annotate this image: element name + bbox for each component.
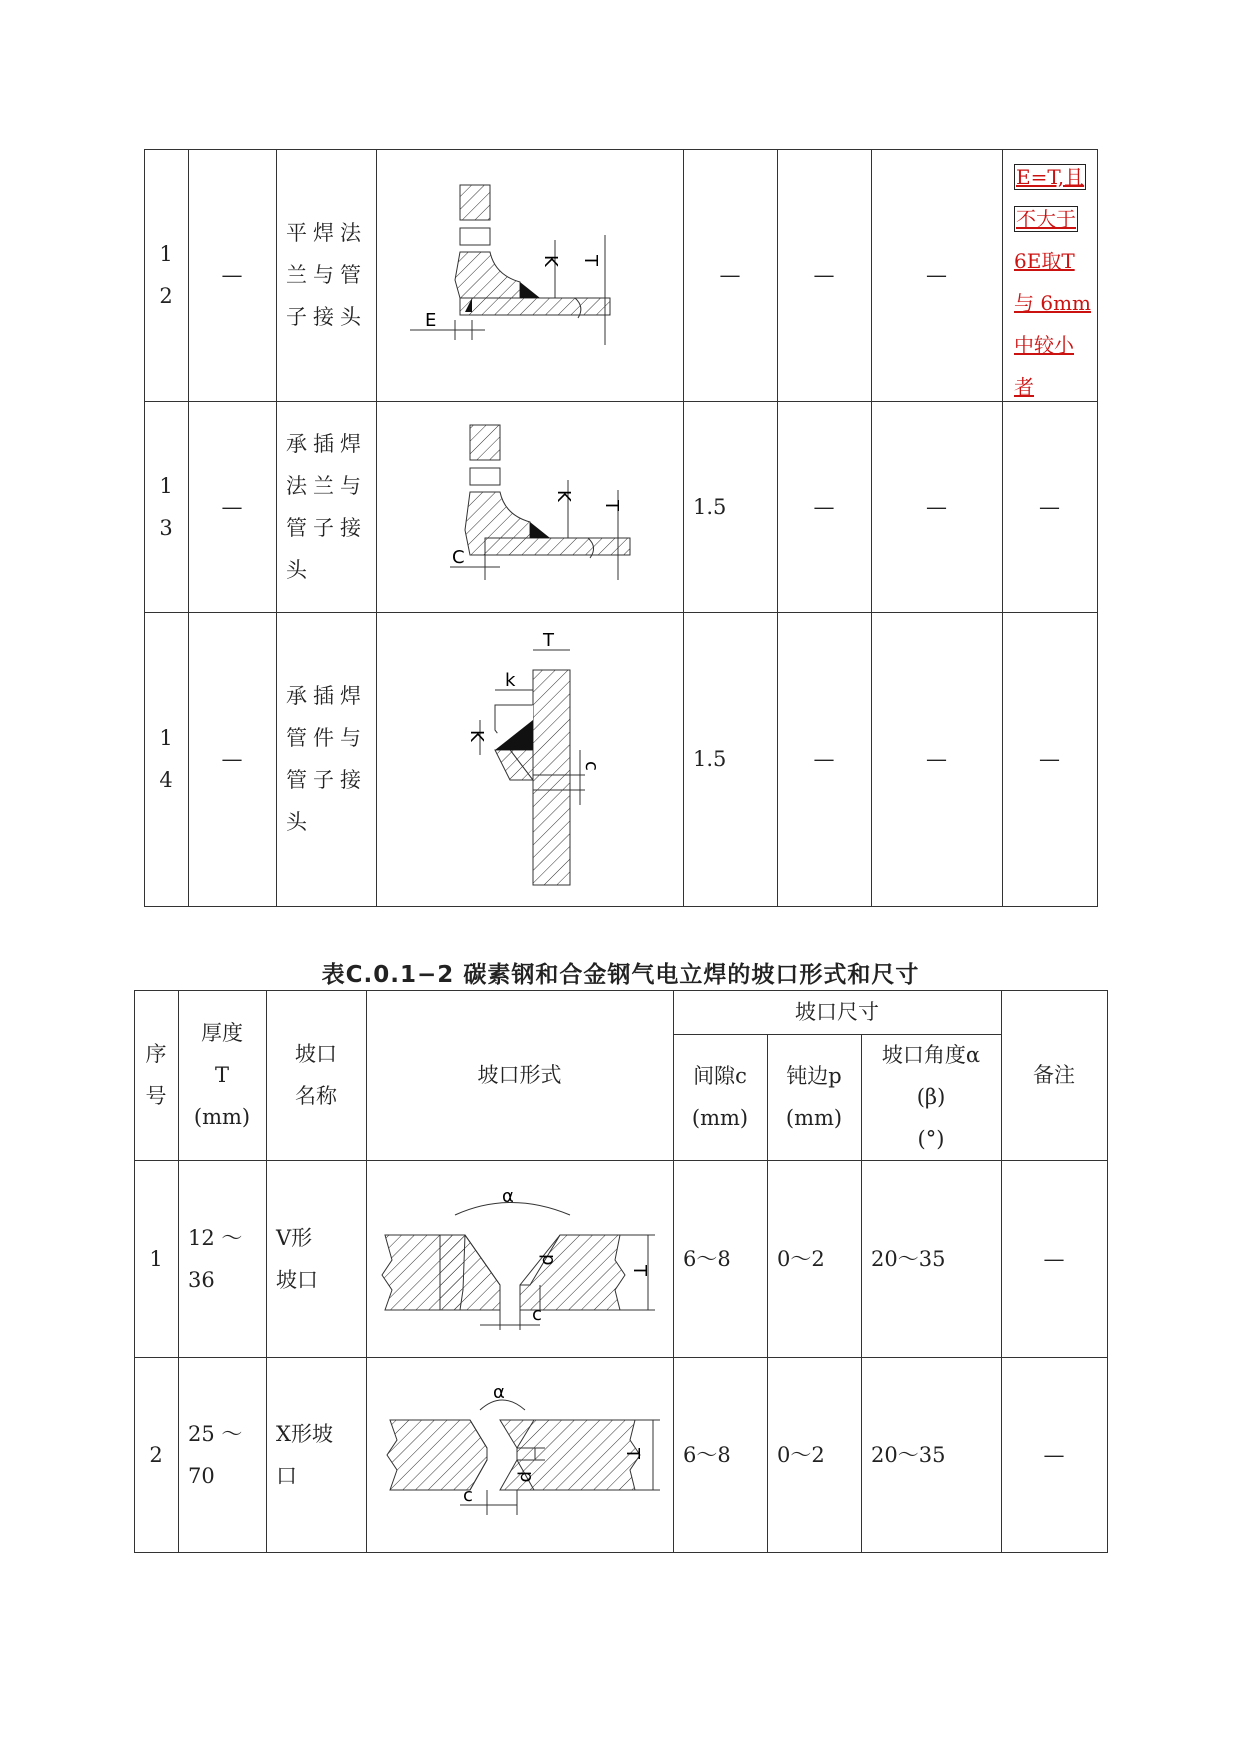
seq-digit: 4	[159, 768, 173, 792]
header-line: 序	[145, 1042, 167, 1066]
note-line: 6E取T	[1014, 249, 1075, 273]
header-seq	[134, 990, 178, 1160]
seq-digit: 3	[159, 515, 173, 540]
name-line: V形	[276, 1225, 313, 1250]
dimension-label: T	[601, 500, 622, 511]
dimension-label: K	[540, 255, 561, 267]
name-line: 口	[276, 1463, 297, 1488]
name-line: 头	[286, 557, 313, 582]
x-groove-figure	[385, 1380, 665, 1530]
header-line: 间隙c	[693, 1064, 747, 1088]
dimension-label: T	[629, 1265, 650, 1276]
name-cell	[276, 401, 376, 612]
note-cell: —	[1039, 494, 1060, 519]
gap-cell: 6～8	[683, 1246, 731, 1271]
name-cell	[266, 1160, 366, 1357]
dimension-label: c	[463, 1485, 473, 1506]
dimension-label: E	[425, 310, 437, 331]
blunt-cell: —	[813, 263, 835, 287]
header-line: (β)	[916, 1085, 946, 1109]
header-line: (mm)	[691, 1106, 749, 1130]
seq-digit: 1	[159, 473, 173, 498]
gap-cell: 1.5	[693, 494, 727, 519]
dimension-label: k	[505, 670, 516, 691]
name-line: 法兰与	[286, 473, 367, 498]
dimension-label: α	[493, 1382, 505, 1403]
header-size: 坡口尺寸	[795, 1000, 879, 1024]
header-blunt	[767, 1034, 861, 1160]
note-line: E=T,且	[1016, 165, 1085, 189]
seq-digit: 2	[159, 284, 173, 308]
name-line: 承插焊	[286, 431, 367, 456]
dimension-label: p	[516, 1471, 537, 1483]
name-cell	[276, 612, 376, 906]
dimension-label: p	[538, 1254, 559, 1266]
thickness-cell: —	[221, 263, 243, 287]
seq-cell: 2	[149, 1442, 163, 1467]
header-line: T	[214, 1063, 229, 1087]
name-line: 头	[286, 810, 313, 834]
seq-cell	[144, 612, 188, 906]
angle-cell: 20～35	[871, 1442, 946, 1467]
dimension-label: K	[553, 490, 574, 502]
gap-cell: 1.5	[693, 747, 727, 771]
name-cell	[266, 1357, 366, 1552]
note-line: 者	[1014, 375, 1034, 399]
name-line: 承插焊	[286, 684, 367, 708]
seq-cell	[144, 401, 188, 612]
socket-weld-flange-figure	[440, 420, 670, 600]
header-gap	[673, 1034, 767, 1160]
header-line: (°)	[917, 1127, 945, 1151]
header-form: 坡口形式	[477, 1063, 562, 1087]
thickness-line: 12 ～	[188, 1225, 243, 1250]
name-line: 管子接	[286, 515, 367, 540]
header-line: 名称	[295, 1084, 337, 1108]
note-cell: —	[1039, 747, 1060, 771]
socket-weld-fitting-figure	[455, 630, 655, 890]
thickness-line: 70	[188, 1463, 215, 1488]
note-cell: —	[1043, 1442, 1065, 1467]
thickness-cell	[178, 1357, 266, 1552]
header-line: 号	[145, 1084, 167, 1108]
name-line: 兰与管	[286, 263, 367, 287]
note-line: 不大于	[1016, 207, 1076, 231]
name-line: 管件与	[286, 726, 367, 750]
angle-cell: —	[926, 747, 947, 771]
header-angle	[861, 1034, 1001, 1160]
angle-cell: 20～35	[871, 1246, 946, 1271]
thickness-line: 36	[188, 1267, 215, 1292]
v-groove-figure	[380, 1180, 670, 1340]
header-name	[266, 990, 366, 1160]
name-line: 子接头	[286, 305, 367, 329]
angle-cell: —	[926, 263, 947, 287]
dimension-label: α	[502, 1186, 514, 1207]
header-thickness	[178, 990, 266, 1160]
header-line: 钝边p	[786, 1064, 842, 1088]
seq-digit: 1	[159, 242, 173, 266]
header-note: 备注	[1033, 1063, 1075, 1087]
blunt-cell: 0～2	[777, 1442, 825, 1467]
gap-cell: 6～8	[683, 1442, 731, 1467]
dimension-label: c	[581, 761, 602, 771]
header-line: 坡口角度α	[881, 1043, 981, 1067]
blunt-cell: 0～2	[777, 1246, 825, 1271]
name-line: X形坡	[276, 1421, 333, 1446]
blunt-cell: —	[813, 494, 835, 519]
thickness-cell	[178, 1160, 266, 1357]
name-line: 平焊法	[286, 221, 367, 245]
blunt-cell: —	[813, 747, 835, 771]
note-cell	[1014, 156, 1094, 408]
dimension-label: C	[452, 547, 465, 568]
header-line: 坡口	[295, 1042, 337, 1066]
angle-cell: —	[926, 494, 947, 519]
table-caption: 表C.0.1−2 碳素钢和合金钢气电立焊的坡口形式和尺寸	[321, 962, 920, 988]
dimension-label: K	[466, 730, 487, 742]
thickness-cell: —	[221, 747, 243, 771]
dimension-label: T	[622, 1448, 643, 1459]
dimension-label: T	[580, 255, 601, 266]
name-line: 坡口	[276, 1267, 318, 1292]
seq-cell	[144, 149, 188, 401]
dimension-label: T	[543, 630, 554, 651]
note-line: 中较小	[1014, 333, 1074, 357]
header-line: 厚度	[201, 1021, 243, 1045]
name-line: 管子接	[286, 768, 367, 792]
thickness-cell: —	[221, 494, 243, 519]
flat-weld-flange-figure	[410, 170, 650, 360]
name-cell	[276, 149, 376, 401]
seq-cell: 1	[149, 1246, 163, 1271]
dimension-label: c	[532, 1304, 542, 1325]
note-cell: —	[1043, 1246, 1065, 1271]
header-line: (mm)	[785, 1106, 843, 1130]
note-line: 与 6mm	[1014, 291, 1092, 315]
header-line: (mm)	[193, 1105, 251, 1129]
seq-digit: 1	[159, 726, 173, 750]
thickness-line: 25 ～	[188, 1421, 243, 1446]
gap-cell: —	[719, 263, 741, 287]
